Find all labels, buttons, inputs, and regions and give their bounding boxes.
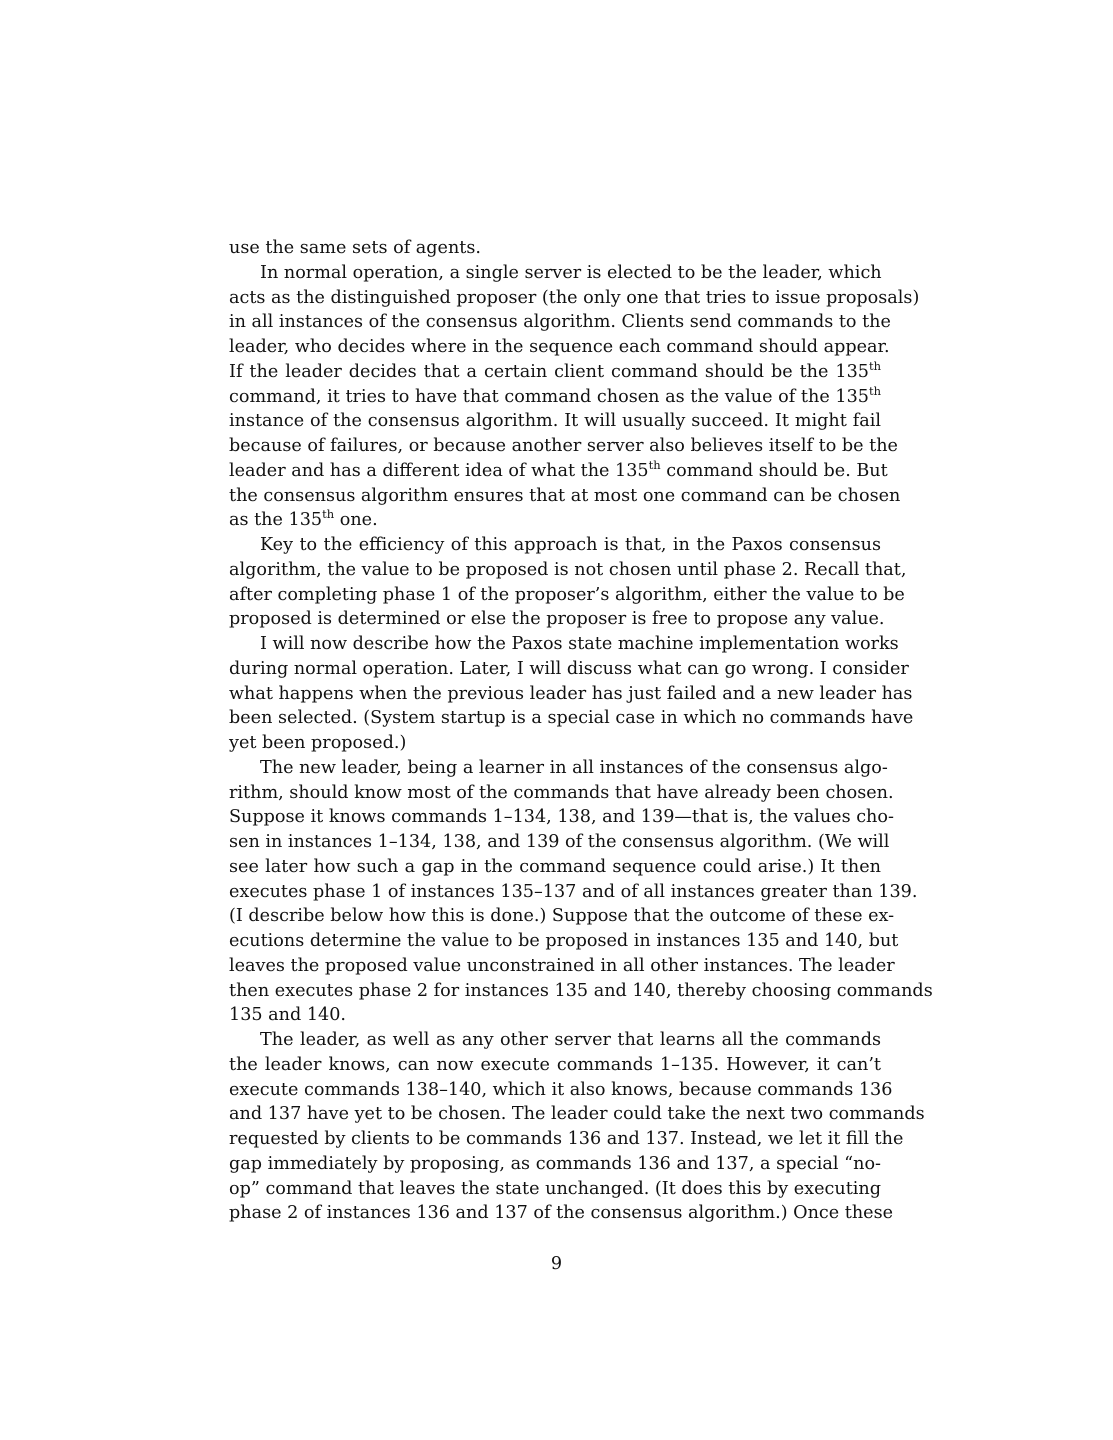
text-line: the consensus algorithm ensures that at most one command can be chosen — [229, 485, 901, 506]
page-body — [229, 236, 933, 1226]
text-line: leader, who decides where in the sequence each command should appear. — [229, 337, 890, 357]
text-line: because of failures, or because another server also believes itself to be the — [229, 436, 898, 456]
text-line: Suppose it knows commands 1–134, 138, and 139—that is, the values cho- — [229, 807, 894, 828]
paragraph — [229, 756, 933, 1028]
page-number: 9 — [550, 1254, 563, 1274]
paragraph — [229, 632, 914, 756]
text-line: ecutions determine the value to be proposed in instances 135 and 140, but — [229, 931, 899, 951]
text-line: command, it tries to have that command chosen as the value of the 135th — [229, 383, 881, 407]
superscript: th — [868, 383, 881, 398]
text-line: after completing phase 1 of the proposer’s algorithm, either the value to be — [229, 584, 905, 605]
text-line: and 137 have yet to be chosen. The leader could take the next two commands — [229, 1104, 925, 1125]
text-line: then executes phase 2 for instances 135 and 140, thereby choosing commands — [229, 980, 933, 1001]
text-line: in all instances of the consensus algorithm. Clients send commands to the — [229, 312, 891, 333]
text-line: see later how such a gap in the command sequence could arise.) It then — [229, 856, 881, 877]
text-line: been selected. (System startup is a special case in which no commands have — [229, 708, 914, 729]
text-line: requested by clients to be commands 136 and 137. Instead, we let it fill the — [229, 1129, 904, 1149]
text-line: leader and has a different idea of what the 135th command should be. But — [229, 457, 888, 481]
text-line: acts as the distinguished proposer (the only one that tries to issue proposals) — [229, 287, 920, 308]
text-line: phase 2 of instances 136 and 137 of the consensus algorithm.) Once these — [229, 1203, 894, 1224]
text-line: gap immediately by proposing, as commands 136 and 137, a special “no- — [229, 1153, 881, 1174]
superscript: th — [868, 358, 881, 373]
paragraph — [229, 261, 920, 533]
text-line: sen in instances 1–134, 138, and 139 of the consensus algorithm. (We will — [229, 832, 890, 852]
text-line: execute commands 138–140, which it also knows, because commands 136 — [229, 1079, 893, 1100]
text-line: proposed is determined or else the proposer is free to propose any value. — [229, 609, 885, 630]
text-line: In normal operation, a single server is elected to be the leader, which — [260, 262, 882, 283]
text-body — [229, 236, 933, 1226]
text-line: I will now describe how the Paxos state machine implementation works — [260, 634, 899, 654]
text-line: (I describe below how this is done.) Suppose that the outcome of these ex- — [229, 906, 895, 927]
text-line: The leader, as well as any other server that learns all the commands — [260, 1030, 881, 1050]
superscript: th — [322, 507, 335, 522]
text-line: the leader knows, can now execute commands 1–135. However, it can’t — [229, 1054, 881, 1075]
paragraph — [229, 1028, 925, 1226]
text-line: Key to the efficiency of this approach is that, in the Paxos consensus — [260, 535, 881, 555]
text-line: op” command that leaves the state unchanged. (It does this by executing — [229, 1178, 881, 1199]
text-line: during normal operation. Later, I will discuss what can go wrong. I consider — [229, 658, 909, 679]
text-line: rithm, should know most of the commands that have already been chosen. — [229, 782, 894, 803]
text-line: 135 and 140. — [229, 1005, 347, 1026]
text-line: algorithm, the value to be proposed is not chosen until phase 2. Recall that, — [229, 559, 907, 580]
text-line: use the same sets of agents. — [229, 238, 481, 258]
paragraph — [229, 236, 881, 261]
text-line: executes phase 1 of instances 135–137 and of all instances greater than 139. — [229, 881, 918, 902]
text-line: leaves the proposed value unconstrained in all other instances. The leader — [229, 955, 895, 976]
text-line: what happens when the previous leader has just failed and a new leader has — [229, 683, 913, 704]
superscript: th — [648, 457, 661, 472]
paragraph — [229, 533, 907, 632]
text-line: The new leader, being a learner in all instances of the consensus algo- — [260, 757, 888, 778]
text-line: as the 135th one. — [229, 507, 378, 531]
text-line: instance of the consensus algorithm. It will usually succeed. It might fail — [229, 411, 881, 432]
text-line: If the leader decides that a certain client command should be the 135th — [229, 358, 881, 382]
text-line: yet been proposed.) — [229, 733, 407, 753]
